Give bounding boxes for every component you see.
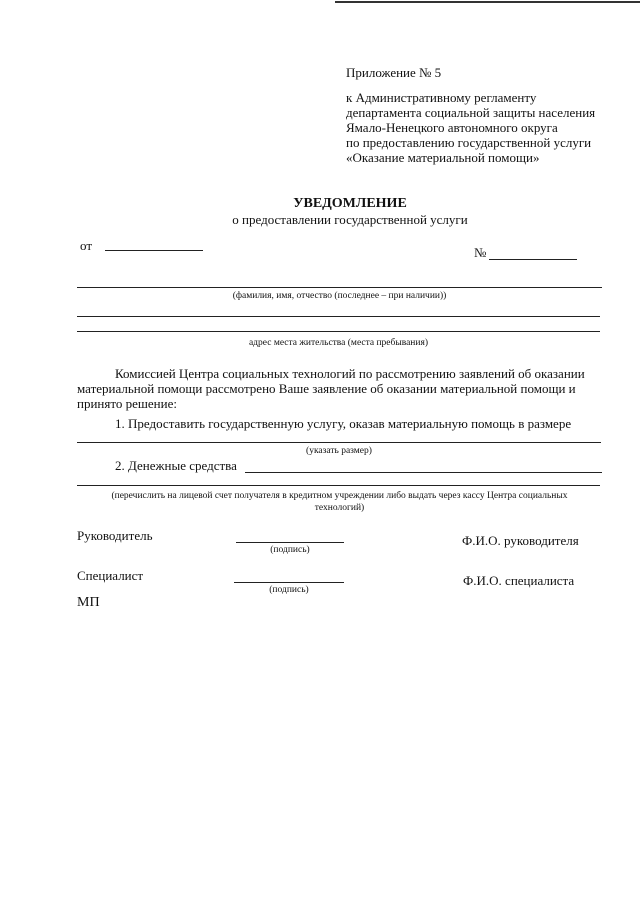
specialist-label: Специалист xyxy=(77,568,144,583)
decision-item-2: 2. Денежные средства xyxy=(115,458,237,473)
funds-line-1 xyxy=(245,472,602,473)
specialist-name: Ф.И.О. специалиста xyxy=(463,573,575,588)
appendix-line: по предоставлению государственной услуги xyxy=(346,135,592,150)
head-label: Руководитель xyxy=(77,528,153,543)
scan-edge-line xyxy=(335,1,640,3)
amount-line xyxy=(77,442,601,443)
appendix-line: Ямало-Ненецкого автономного округа xyxy=(346,120,558,135)
head-signature-line xyxy=(236,542,344,543)
decision-item-1: 1. Предоставить государственную услугу, оказав материальную помощь в размере xyxy=(115,416,572,431)
address-line-1 xyxy=(77,316,600,317)
document-title: УВЕДОМЛЕНИЕ xyxy=(293,196,407,211)
decision-paragraph-line: Комиссией Центра социальных технологий по рассмотрению заявлений об оказании xyxy=(115,366,585,381)
number-line xyxy=(489,259,577,260)
decision-paragraph-line: материальной помощи рассмотрено Ваше заявление об оказании материальной помощи и xyxy=(77,381,576,396)
head-name: Ф.И.О. руководителя xyxy=(462,533,579,548)
full-name-line xyxy=(77,287,602,288)
full-name-caption: (фамилия, имя, отчество (последнее – при наличии)) xyxy=(232,291,447,301)
from-label: от xyxy=(80,238,93,253)
decision-paragraph-line: принято решение: xyxy=(77,396,177,411)
address-caption: адрес места жительства (места пребывания) xyxy=(248,338,429,348)
transfer-caption-1: (перечислить на лицевой счет получателя в кредитном учреждении либо выдать через кассу Центра социальных xyxy=(111,491,568,501)
number-label: № xyxy=(474,245,487,260)
funds-line-2 xyxy=(77,485,600,486)
address-line-2 xyxy=(77,331,600,332)
transfer-caption-2: технологий) xyxy=(314,503,365,513)
appendix-line: департамента социальной защиты населения xyxy=(346,105,596,120)
specialist-signature-line xyxy=(234,582,344,583)
stamp-placeholder: МП xyxy=(77,595,100,610)
appendix-line: «Оказание материальной помощи» xyxy=(346,150,540,165)
document-subtitle: о предоставлении государственной услуги xyxy=(232,212,468,227)
appendix-line: к Административному регламенту xyxy=(346,90,537,105)
specialist-signature-caption: (подпись) xyxy=(269,585,309,595)
appendix-title: Приложение № 5 xyxy=(346,65,442,80)
head-signature-caption: (подпись) xyxy=(270,545,310,555)
date-line xyxy=(105,250,203,251)
amount-caption: (указать размер) xyxy=(306,446,372,456)
